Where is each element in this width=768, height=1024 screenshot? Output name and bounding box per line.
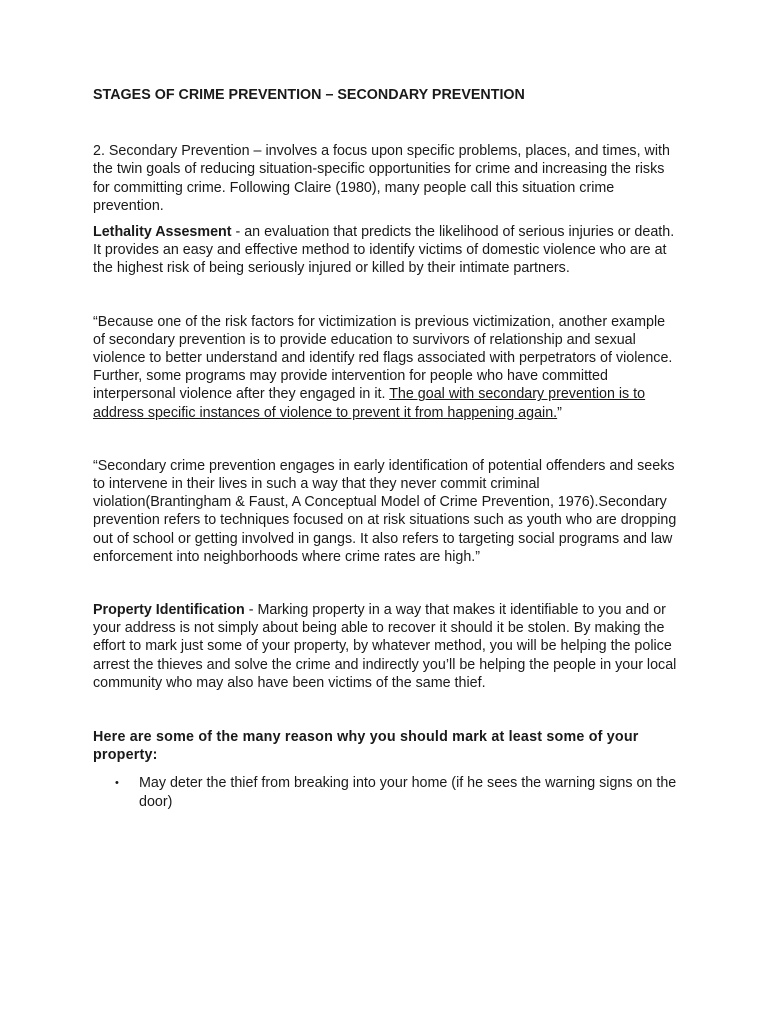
property-text: - Marking property in a way that makes it identifiable to you and or your address is not simply about being able to recover it should it be stolen. By making the effort to mark just some of your property, by whatever method, you will be helping the police arrest the thieves and solve the crime and indirectly you’ll be helping the people in your local community who may also have been victims of the same thief. bbox=[93, 602, 677, 691]
lethality-term: Lethality Assesment bbox=[93, 224, 232, 241]
reasons-list bbox=[93, 774, 678, 810]
victimization-quote-close: ” bbox=[557, 404, 562, 421]
list-item-text: May deter the thief from breaking into your home (if he sees the warning signs on the door) bbox=[139, 775, 677, 810]
lethality-text: - an evaluation that predicts the likelihood of serious injuries or death. It provides an easy and effective method to identify victims of domestic violence who are at the highest risk of being seriously injured or killed by their intimate partners. bbox=[93, 224, 675, 277]
property-term: Property Identification bbox=[93, 602, 245, 619]
victimization-quote-paragraph bbox=[93, 313, 678, 422]
property-identification-paragraph bbox=[93, 601, 678, 692]
lethality-paragraph bbox=[93, 223, 678, 278]
document-title: STAGES OF CRIME PREVENTION – SECONDARY PREVENTION bbox=[93, 87, 525, 103]
bullet-icon: • bbox=[115, 777, 119, 790]
list-item bbox=[93, 774, 678, 810]
victimization-quote-underlined: The goal with secondary prevention is to address specific instances of violence to prevent it from happening again. bbox=[93, 386, 646, 421]
secondary-prevention-paragraph: 2. Secondary Prevention – involves a focus upon specific problems, places, and times, with the twin goals of reducing situation-specific opportunities for crime and increasing the risks for committing crime. Following Claire (1980), many people call this situation crime prevention. bbox=[93, 143, 670, 214]
reasons-heading: Here are some of the many reason why you should mark at least some of your property: bbox=[93, 729, 639, 764]
document-page bbox=[93, 86, 678, 811]
secondary-crime-quote-paragraph: “Secondary crime prevention engages in early identification of potential offenders and seeks to intervene in their lives in such a way that they never commit criminal violation(Brantingham & Faust, A Conceptual Model of Crime Prevention, 1976).Secondary prevention refers to techniques focused on at risk situations such as youth who are dropping out of school or getting involved in gangs. It also refers to targeting social programs and law enforcement into neighborhoods where crime rates are high.” bbox=[93, 457, 677, 565]
victimization-quote-text: “Because one of the risk factors for victimization is previous victimization, another example of secondary prevention is to provide education to survivors of relationship and sexual violence to better understand and identify red flags associated with perpetrators of violence. Further, some programs may provide intervention for people who have committed interpersonal violence after they engaged in it. bbox=[93, 313, 673, 403]
